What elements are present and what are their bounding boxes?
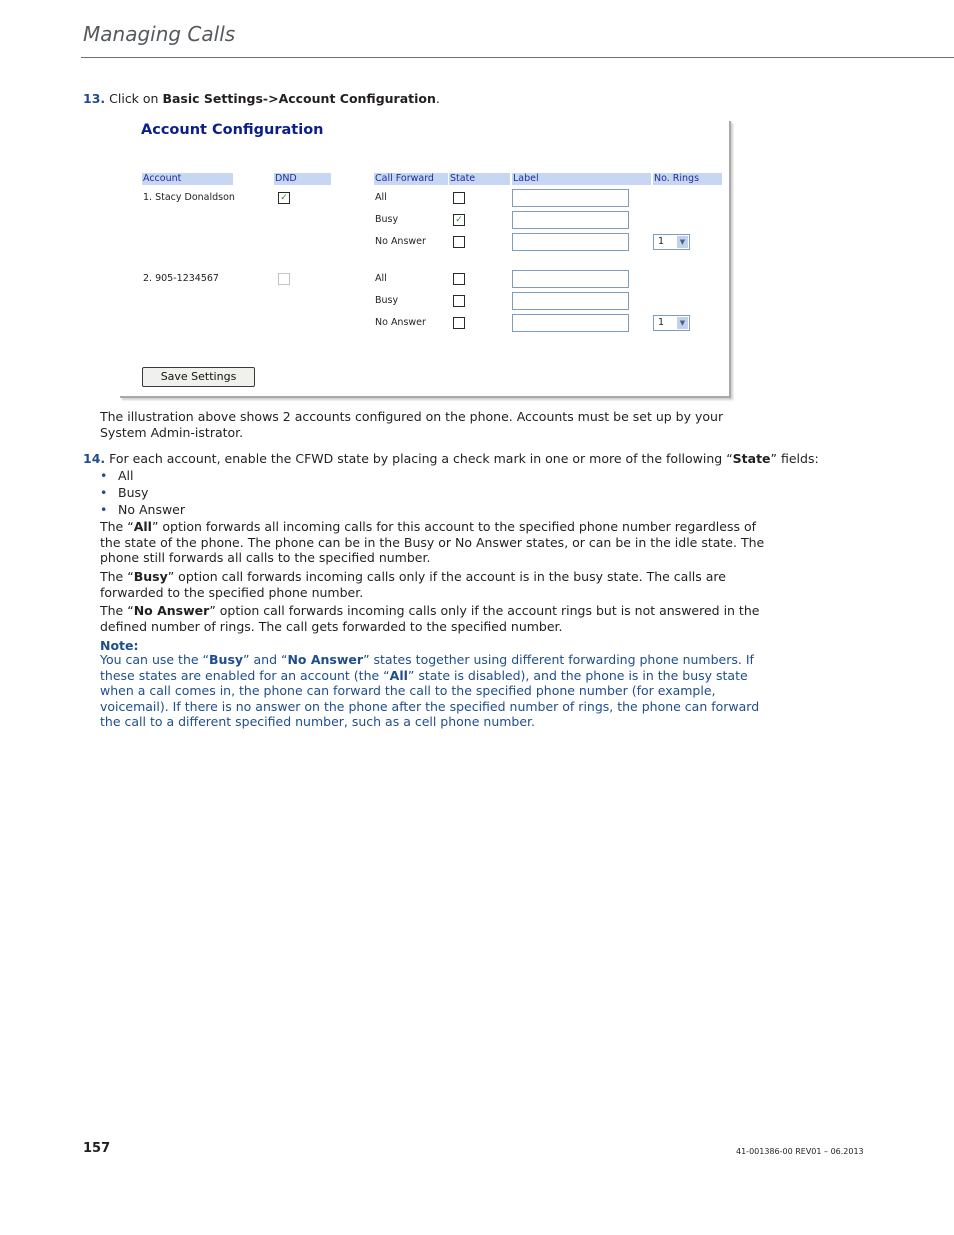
step-text: For each account, enable the CFWD state by placing a check mark in one or more of the following “ (109, 451, 733, 466)
account-2-label-all-input[interactable] (512, 270, 629, 288)
step-number: 14. (83, 451, 106, 466)
account-2-forward-busy: Busy (375, 295, 399, 306)
col-header-call-forward: Call Forward (374, 173, 448, 185)
check-icon: ✓ (455, 215, 463, 225)
step-13 (83, 91, 440, 107)
bullet-icon: • (100, 485, 108, 500)
account-configuration-screenshot (120, 121, 731, 398)
page-header-title: Managing Calls (83, 22, 236, 46)
step-bold: State (732, 451, 771, 466)
account-2-forward-no-answer: No Answer (375, 317, 426, 328)
bullet-icon: • (100, 468, 108, 483)
check-icon: ✓ (280, 193, 288, 203)
bullet-item (100, 468, 134, 484)
account-1-name: 1. Stacy Donaldson (143, 192, 235, 203)
step-text-end: ” fields: (770, 451, 819, 466)
step-14 (83, 451, 819, 467)
step-text: Click on (109, 91, 163, 106)
chevron-down-icon: ▼ (677, 317, 688, 329)
account-2-state-busy-checkbox[interactable] (453, 295, 465, 307)
no-answer-option-paragraph: The “No Answer” option call forwards incoming calls only if the account rings but is not answered in the defined number of rings. The call gets forwarded to the specified number. (100, 603, 760, 634)
account-2-dnd-checkbox (278, 273, 290, 285)
account-2-label-no-answer-input[interactable] (512, 314, 629, 332)
account-1-label-busy-input[interactable] (512, 211, 629, 229)
account-1-forward-all: All (375, 192, 387, 203)
step-bold: Basic Settings->Account Configuration (162, 91, 436, 106)
account-1-label-all-input[interactable] (512, 189, 629, 207)
illustration-description: The illustration above shows 2 accounts configured on the phone. Accounts must be set up by your System Admin-istrator. (100, 409, 724, 440)
page-number: 157 (83, 1141, 111, 1156)
account-2-state-no-answer-checkbox[interactable] (453, 317, 465, 329)
account-2-forward-all: All (375, 273, 387, 284)
account-1-forward-no-answer: No Answer (375, 236, 426, 247)
account-2-no-rings-select[interactable] (653, 315, 690, 331)
all-option-paragraph: The “All” option forwards all incoming calls for this account to the specified phone number regardless of the state of the phone. The phone can be in the Busy or No Answer states, or can be in the idle state. The phone still forwards all calls to the specified number. (100, 519, 765, 566)
busy-option-paragraph: The “Busy” option call forwards incoming calls only if the account is in the busy state. The calls are forwarded to the specified phone number. (100, 569, 726, 600)
no-rings-value: 1 (658, 236, 665, 247)
col-header-no-rings: No. Rings (653, 173, 722, 185)
bullet-text: No Answer (118, 502, 186, 517)
screenshot-title: Account Configuration (141, 122, 324, 138)
col-header-account: Account (142, 173, 233, 185)
document-id: 41-001386-00 REV01 – 06.2013 (736, 1147, 864, 1156)
col-header-label: Label (512, 173, 651, 185)
account-1-label-no-answer-input[interactable] (512, 233, 629, 251)
account-2-name: 2. 905-1234567 (143, 273, 219, 284)
account-1-state-busy-checkbox[interactable] (453, 214, 465, 226)
header-divider (81, 57, 954, 58)
account-1-state-all-checkbox[interactable] (453, 192, 465, 204)
bullet-icon: • (100, 502, 108, 517)
account-1-state-no-answer-checkbox[interactable] (453, 236, 465, 248)
account-1-forward-busy: Busy (375, 214, 399, 225)
account-1-no-rings-select[interactable] (653, 234, 690, 250)
save-settings-button[interactable]: Save Settings (142, 367, 255, 387)
account-2-state-all-checkbox[interactable] (453, 273, 465, 285)
bullet-item (100, 485, 148, 501)
bullet-text: Busy (118, 485, 149, 500)
account-2-label-busy-input[interactable] (512, 292, 629, 310)
col-header-dnd: DND (274, 173, 331, 185)
step-number: 13. (83, 91, 106, 106)
note-text: You can use the “Busy” and “No Answer” states together using different forwarding phone numbers. If these states are enabled for an account (the “All” state is disabled), and the phone is in the busy state when a call comes in, the phone can forward the call to the specified phone number (for example, voicemail). If there is no answer on the phone after the specified number of rings, the phone can forward the call to a different specified number, such as a cell phone number. (100, 652, 760, 730)
no-rings-value: 1 (658, 317, 665, 328)
col-header-state: State (449, 173, 510, 185)
bullet-text: All (118, 468, 134, 483)
note-label: Note: (100, 638, 139, 653)
chevron-down-icon: ▼ (677, 236, 688, 248)
step-text-end: . (435, 91, 440, 106)
account-1-dnd-checkbox[interactable] (278, 192, 290, 204)
bullet-item (100, 502, 185, 518)
